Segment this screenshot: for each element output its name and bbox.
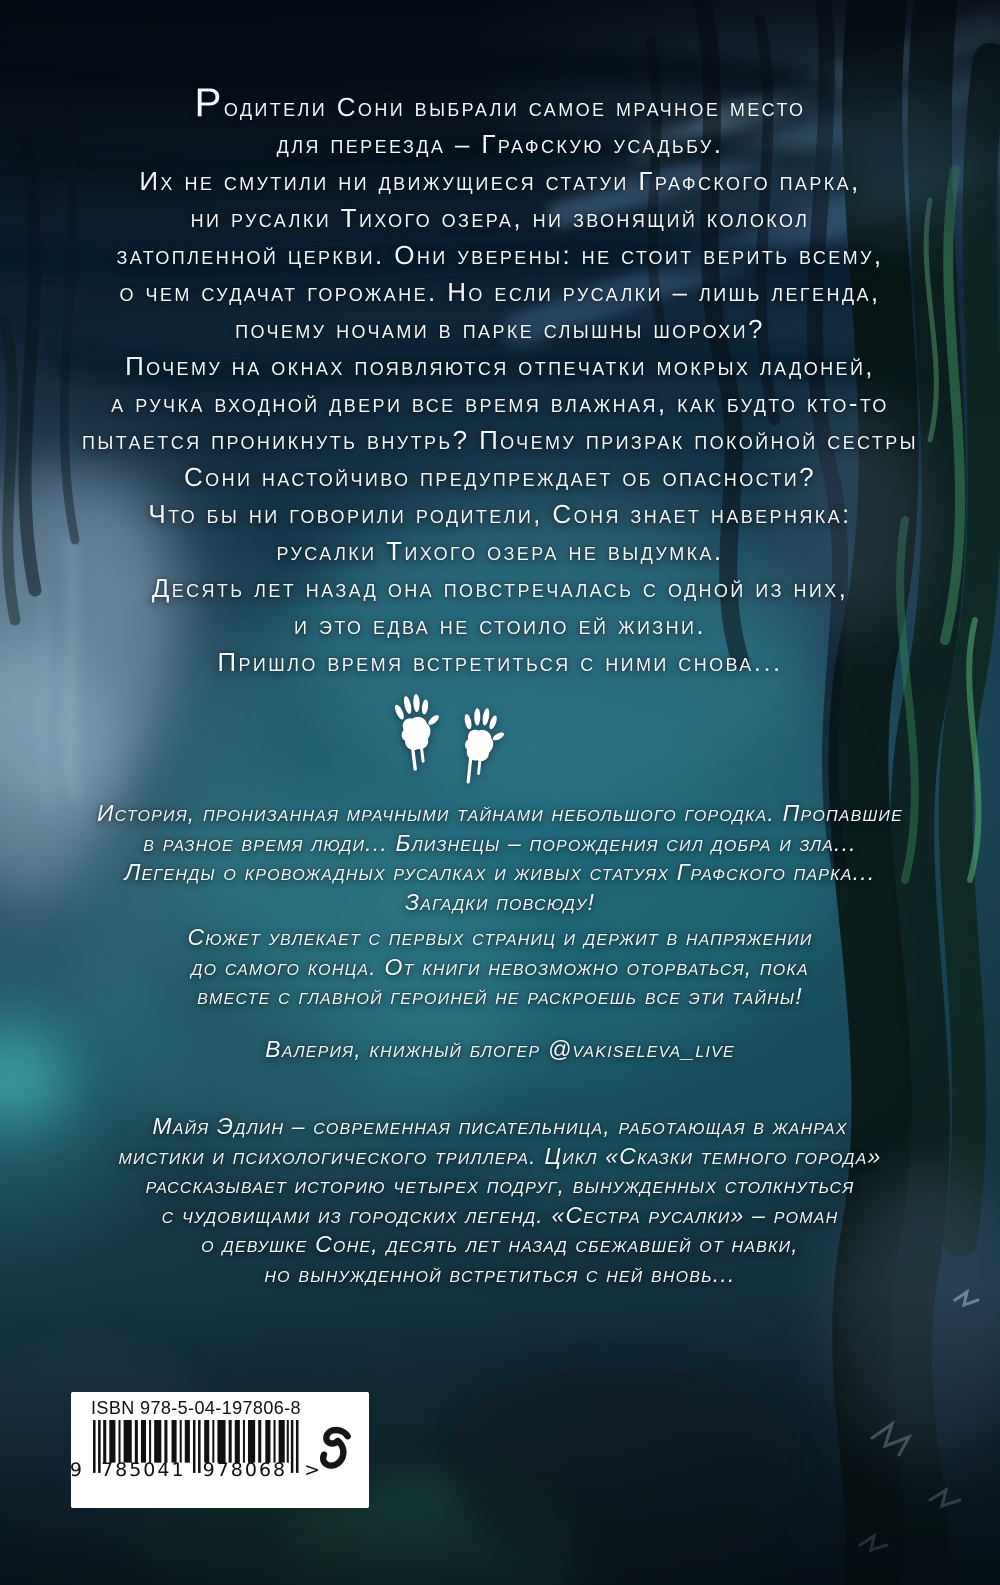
blurb-line: почему ночами в парке слышны шорохи? [235, 314, 765, 344]
blurb-line: а ручка входной двери все время влажная, как будто кто-то [111, 388, 889, 418]
handprint-right [456, 706, 508, 787]
bio-line: мистики и психологического триллера. Цикл «Сказки темного города» [118, 1142, 882, 1169]
blurb-line: Пришло время встретиться с ними снова... [217, 647, 783, 677]
bio-line: о девушке Соне, десять лет назад сбежавшей от навки, [201, 1231, 799, 1257]
author-bio [30, 1112, 970, 1289]
blurb-line: Что бы ни говорили родители, Соня знает наверняка: [148, 499, 852, 529]
bio-line: Майя Эдлин – современная писательница, работающая в жанрах [152, 1113, 848, 1139]
barcode-panel [71, 1392, 369, 1508]
blurb-line: пытается проникнуть внутрь? Почему призрак покойной сестры [82, 425, 918, 455]
bio-line: но вынужденной встретиться с ней вновь... [264, 1260, 736, 1287]
bio-line: с чудовищами из городских легенд. «Сестра русалки» – роман [161, 1201, 839, 1228]
back-cover-blurb [30, 80, 970, 681]
blurb-line: затопленной церкви. Они уверены: не стоит верить всему, [116, 240, 884, 270]
handprint-left [392, 692, 446, 772]
eksmo-logo-icon [315, 1424, 355, 1476]
review-line: Загадки повсюду! [404, 888, 596, 915]
blurb-line: Десять лет назад она повстречалась с одной из них, [151, 573, 849, 603]
blurb-line: ни русалки Тихого озера, ни звонящий колокол [190, 203, 810, 233]
review-quote [30, 799, 970, 1012]
blurb-line: Сони настойчиво предупреждает об опасности? [184, 462, 816, 492]
barcode-area [69, 1398, 323, 1502]
blurb-line: о чем судачат горожане. Но если русалки – лишь легенда, [119, 277, 881, 307]
blurb-line: Их не смутили ни движущиеся статуи Графского парка, [139, 166, 861, 196]
bio-line: рассказывает историю четырех подруг, вынужденных столкнуться [145, 1172, 855, 1198]
review-line: в разное время люди... Близнецы – порождения сил добра и зла... [143, 829, 857, 856]
blurb-line: Почему на окнах появляются отпечатки мокрых ладоней, [125, 351, 875, 381]
barcode-digits: 9 785041 978068 > [69, 1459, 323, 1481]
review-attribution: Валерия, книжный блогер @vakiseleva_live [265, 1036, 735, 1062]
wet-handprints-icon [392, 692, 524, 804]
isbn-label: ISBN 978-5-04-197806-8 [91, 1398, 301, 1418]
review-line: История, пронизанная мрачными тайнами небольшого городка. Пропавшие [97, 800, 903, 826]
review-line: вместе с главной героиней не раскроешь все эти тайны! [197, 983, 803, 1009]
review-line: Легенды о кровожадных русалках и живых статуях Графского парка... [124, 859, 876, 885]
blurb-line: и это едва не стоило ей жизни. [294, 610, 706, 640]
blurb-line: Родители Сони выбрали самое мрачное место [194, 80, 806, 125]
review-line: Сюжет увлекает с первых страниц и держит в напряжении [187, 924, 813, 950]
blurb-line: русалки Тихого озера не выдумка. [276, 536, 724, 566]
review-line: до самого конца. От книги невозможно оторваться, пока [191, 953, 809, 980]
publisher-logo-area [309, 1398, 361, 1502]
blurb-line: для переезда – Графскую усадьбу. [276, 129, 724, 159]
